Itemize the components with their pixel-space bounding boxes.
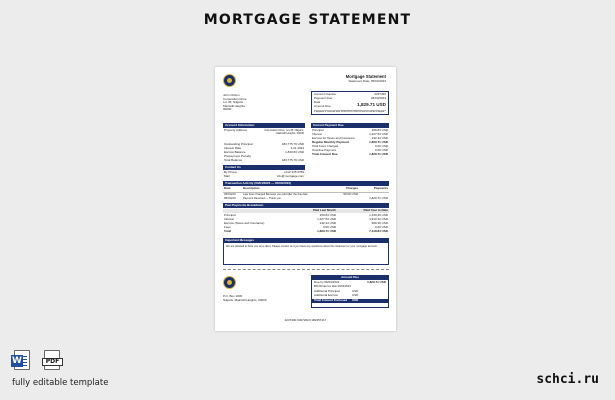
summary-label: Payment Due <box>314 96 333 100</box>
coupon-label: Due by 06/04/2023 <box>314 280 340 284</box>
past-payment-ytd: 7,318.84 USD <box>369 229 388 233</box>
coupon-value: USD <box>352 298 359 302</box>
important-messages-text: We are pleased to have you as a client. Please contact us if you have any questions about this statement or your mortgage account. <box>226 245 378 248</box>
past-payment-last: 242.34 USD <box>319 221 336 225</box>
borrower-line: Lot 45, Nilgaris <box>223 100 244 105</box>
due-label: Overdue Payment <box>312 148 337 152</box>
due-value: 1,829.71 USD <box>369 140 388 144</box>
important-messages-header: Important Messages <box>223 238 389 243</box>
past-payment-last: 1,227.53 USD <box>317 217 336 221</box>
past-payment-last: 1,829.71 USD <box>317 229 336 233</box>
past-payment-label: Interest <box>224 217 235 221</box>
borrower-line: 00000 <box>223 107 232 112</box>
coupon-box <box>311 280 389 308</box>
info-label: Total Balance <box>224 158 243 162</box>
past-payment-label: Total <box>224 229 231 233</box>
late-fee-note: If payment is received after 06/04/2023 a $50.00 late fee will be charged. <box>314 111 385 113</box>
past-payment-last: 359.84 USD <box>319 213 336 217</box>
past-payments-header: Past Payments Breakdown <box>223 203 389 208</box>
past-payment-label: Fees <box>224 225 231 229</box>
due-value: 1,829.71 USD <box>369 152 388 156</box>
borrower-line: John Citizen <box>223 93 240 97</box>
contact-value: +012 345 6789 <box>283 170 304 174</box>
due-value: 1,227.53 USD <box>369 132 388 136</box>
borrower-line: Corporation Drive <box>223 96 247 101</box>
current-payment-due-header: Current Payment Due <box>311 123 389 128</box>
transaction-date: 05/04/23 <box>224 196 236 200</box>
pdf-icon <box>44 350 60 370</box>
transaction-charges: 50.00 USD <box>343 192 358 196</box>
past-payment-label: Principal <box>224 213 236 217</box>
summary-label: Amount Due <box>314 104 331 108</box>
column-header: Paid Year to Date <box>363 208 388 212</box>
column-header: Charges <box>345 186 358 190</box>
column-header: Description <box>243 186 260 190</box>
due-value: 0.00 USD <box>374 144 388 148</box>
contact-value: info@mortgage.com <box>276 174 304 178</box>
statement-date: Statement Date: 05/04/2023 <box>348 79 386 83</box>
column-header: Date <box>224 186 231 190</box>
past-payment-ytd: 1,439.36 USD <box>369 213 388 217</box>
coupon-value: USD <box>352 293 359 297</box>
info-value: Corporation Drive, Lot 45, Nilgaris, Mainstill Heights, 00000 <box>264 129 304 135</box>
brand-watermark: schci.ru <box>536 372 599 387</box>
due-label: Principal <box>312 128 324 132</box>
past-payment-ytd: 4,910.12 USD <box>369 217 388 221</box>
coupon-value: USD <box>352 289 359 293</box>
past-payment-ytd: 969.36 USD <box>371 221 388 225</box>
contact-us-header: Contact Us <box>223 165 305 170</box>
coupon-value: 1,829.71 USD <box>367 280 386 284</box>
transaction-date: 03/04/23 <box>224 192 236 196</box>
account-summary-box <box>311 91 389 115</box>
seal-logo-icon <box>223 276 236 289</box>
column-header: Paid Last Month <box>312 208 336 212</box>
word-letter: W <box>12 356 22 366</box>
summary-value: 2237490 <box>374 92 386 96</box>
info-label: Prepayment Penalty <box>224 154 252 158</box>
due-label: Escrow for Taxes and Insurance <box>312 136 355 140</box>
due-value: 0.00 USD <box>374 148 388 152</box>
statement-heading: Mortgage Statement <box>345 74 386 79</box>
borrower-line: Mainstill Heights <box>223 103 245 108</box>
coupon-address: P.O. Box 1000 <box>223 294 243 298</box>
template-caption: fully editable template <box>12 378 109 388</box>
cut-line <box>223 269 389 270</box>
summary-value: 06/04/2023 <box>370 96 386 100</box>
transaction-description: Payment Received — Thank you <box>243 197 281 200</box>
coupon-label: Additional Escrow <box>314 293 338 297</box>
summary-label: Account Number <box>314 92 337 96</box>
transaction-description: Late Fees Charged Because you paid after the due date <box>243 193 308 196</box>
word-icon <box>14 350 30 370</box>
coupon-address: Nilgaris, Mainstill Heights, 00000 <box>223 297 267 302</box>
coupon-footer-code: 2237490 04072023 182357417 <box>284 318 327 322</box>
due-label: Regular Monthly Payment <box>312 140 349 144</box>
past-payment-last: 0.00 USD <box>322 225 336 229</box>
summary-label: Date <box>314 100 321 104</box>
info-label: Interest Rate <box>224 146 242 150</box>
info-value: 183,775.79 USD <box>281 142 304 146</box>
transaction-payments: 1,829.71 USD <box>369 196 388 200</box>
amount-due-value: 1,829.71 USD <box>357 102 386 107</box>
due-value: 242.34 USD <box>371 136 388 140</box>
pdf-label: PDF <box>42 358 63 366</box>
account-information-header: Account Information <box>223 123 305 128</box>
coupon-amount-due-header: Amount Due <box>311 275 389 280</box>
due-label: Total Amount Due <box>312 152 338 156</box>
transaction-activity-header: Transaction Activity (03/04/2023 — 05/04/2023) <box>223 181 389 186</box>
info-label: Escrow Balance <box>224 150 246 154</box>
due-label: Total Fees Charged <box>312 144 339 148</box>
seal-logo-icon <box>223 74 236 87</box>
past-payment-ytd: 0.00 USD <box>374 225 388 229</box>
due-label: Interest <box>312 132 323 136</box>
coupon-label: Additional Principal <box>314 289 340 293</box>
contact-label: Mail <box>224 174 230 178</box>
page-title: MORTGAGE STATEMENT <box>203 12 412 28</box>
due-value: 359.84 USD <box>371 128 388 132</box>
coupon-label: $50.00 late fee after 06/04/2023 <box>314 285 351 288</box>
info-label: Outstanding Principal <box>224 142 253 146</box>
info-value: 1,830.83 USD <box>285 150 304 154</box>
info-value: 4.21 2023 <box>290 146 304 150</box>
contact-label: By Phone <box>224 170 238 174</box>
column-header: Payments <box>373 186 388 190</box>
important-messages-box <box>223 243 389 265</box>
info-value: 183,775.79 USD <box>281 158 304 162</box>
past-payment-label: Escrow (Taxes and Insurance) <box>224 221 265 225</box>
info-label: Property Address <box>224 128 248 132</box>
mortgage-statement-preview <box>215 67 396 331</box>
coupon-label: Total Amount Enclosed <box>314 298 348 302</box>
